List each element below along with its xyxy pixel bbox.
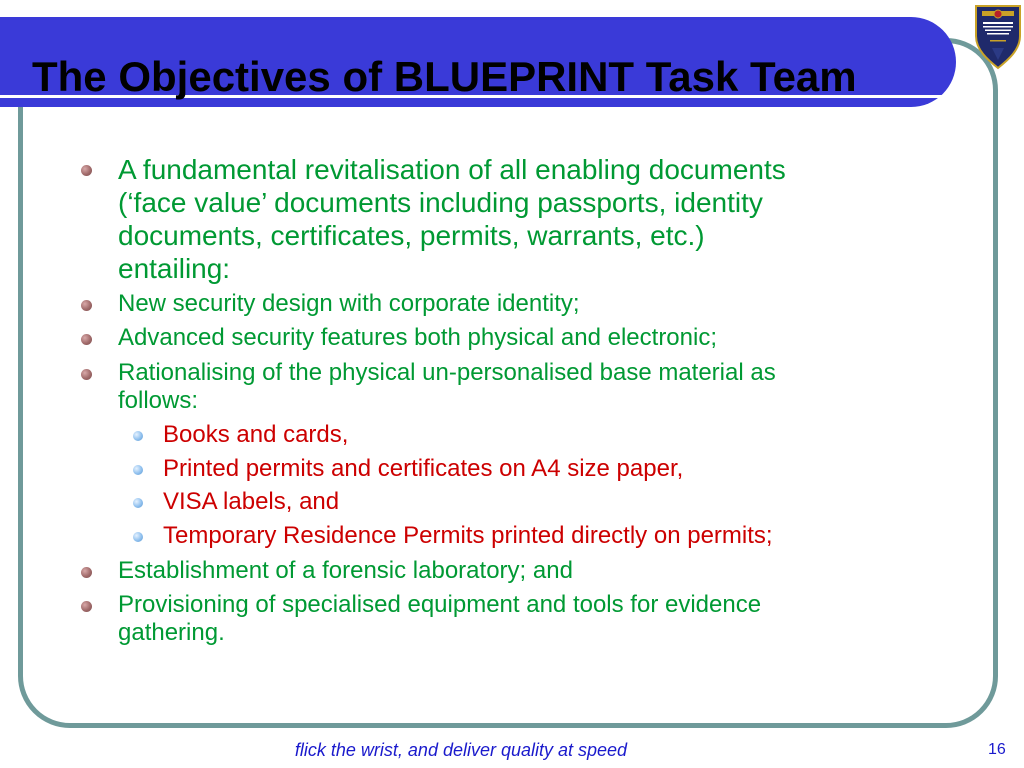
text-line: New security design with corporate identity;: [118, 290, 580, 317]
text-line: Books and cards,: [163, 421, 349, 448]
page-number: 16: [988, 741, 1006, 758]
text-line: documents, certificates, permits, warrants, etc.): [118, 220, 705, 251]
text-line: (‘face value’ documents including passports, identity: [118, 187, 763, 218]
text-line: Establishment of a forensic laboratory; and: [118, 557, 573, 584]
slide-title: The Objectives of BLUEPRINT Task Team: [32, 53, 857, 100]
bullet-forensic-lab: [118, 557, 573, 585]
bullet-intro: [118, 153, 786, 285]
bullet-dot-icon: [81, 369, 92, 380]
sub-bullet-dot-icon: [133, 498, 143, 508]
sub-bullet-dot-icon: [133, 532, 143, 542]
bullet-equipment: [118, 591, 761, 647]
sub-bullet-temporary-residence: [163, 522, 773, 550]
bullet-dot-icon: [81, 300, 92, 311]
text-line: Rationalising of the physical un-personalised base material as: [118, 359, 776, 386]
bullet-dot-icon: [81, 165, 92, 176]
text-line: follows:: [118, 387, 199, 414]
bullet-security-design: [118, 290, 580, 318]
bullet-dot-icon: [81, 601, 92, 612]
bullet-rationalising: [118, 359, 776, 415]
sub-bullet-dot-icon: [133, 431, 143, 441]
sub-bullet-dot-icon: [133, 465, 143, 475]
text-line: VISA labels, and: [163, 488, 340, 515]
text-line: Printed permits and certificates on A4 size paper,: [163, 455, 684, 482]
bullet-security-features: [118, 324, 717, 352]
footer-tagline: [0, 740, 1024, 761]
sub-bullet-books: [163, 421, 348, 449]
footer-text: flick the wrist, and deliver quality at speed: [294, 740, 628, 760]
bullet-dot-icon: [81, 567, 92, 578]
text-line: A fundamental revitalisation of all enabling documents: [118, 154, 786, 185]
text-line: Temporary Residence Permits printed directly on permits;: [163, 522, 773, 549]
sub-bullet-permits: [163, 455, 683, 483]
sub-bullet-visa: [163, 488, 339, 516]
text-line: Advanced security features both physical and electronic;: [118, 324, 718, 351]
text-line: entailing:: [118, 253, 231, 284]
bullet-dot-icon: [81, 334, 92, 345]
text-line: Provisioning of specialised equipment and tools for evidence: [118, 591, 762, 618]
text-line: gathering.: [118, 619, 225, 646]
